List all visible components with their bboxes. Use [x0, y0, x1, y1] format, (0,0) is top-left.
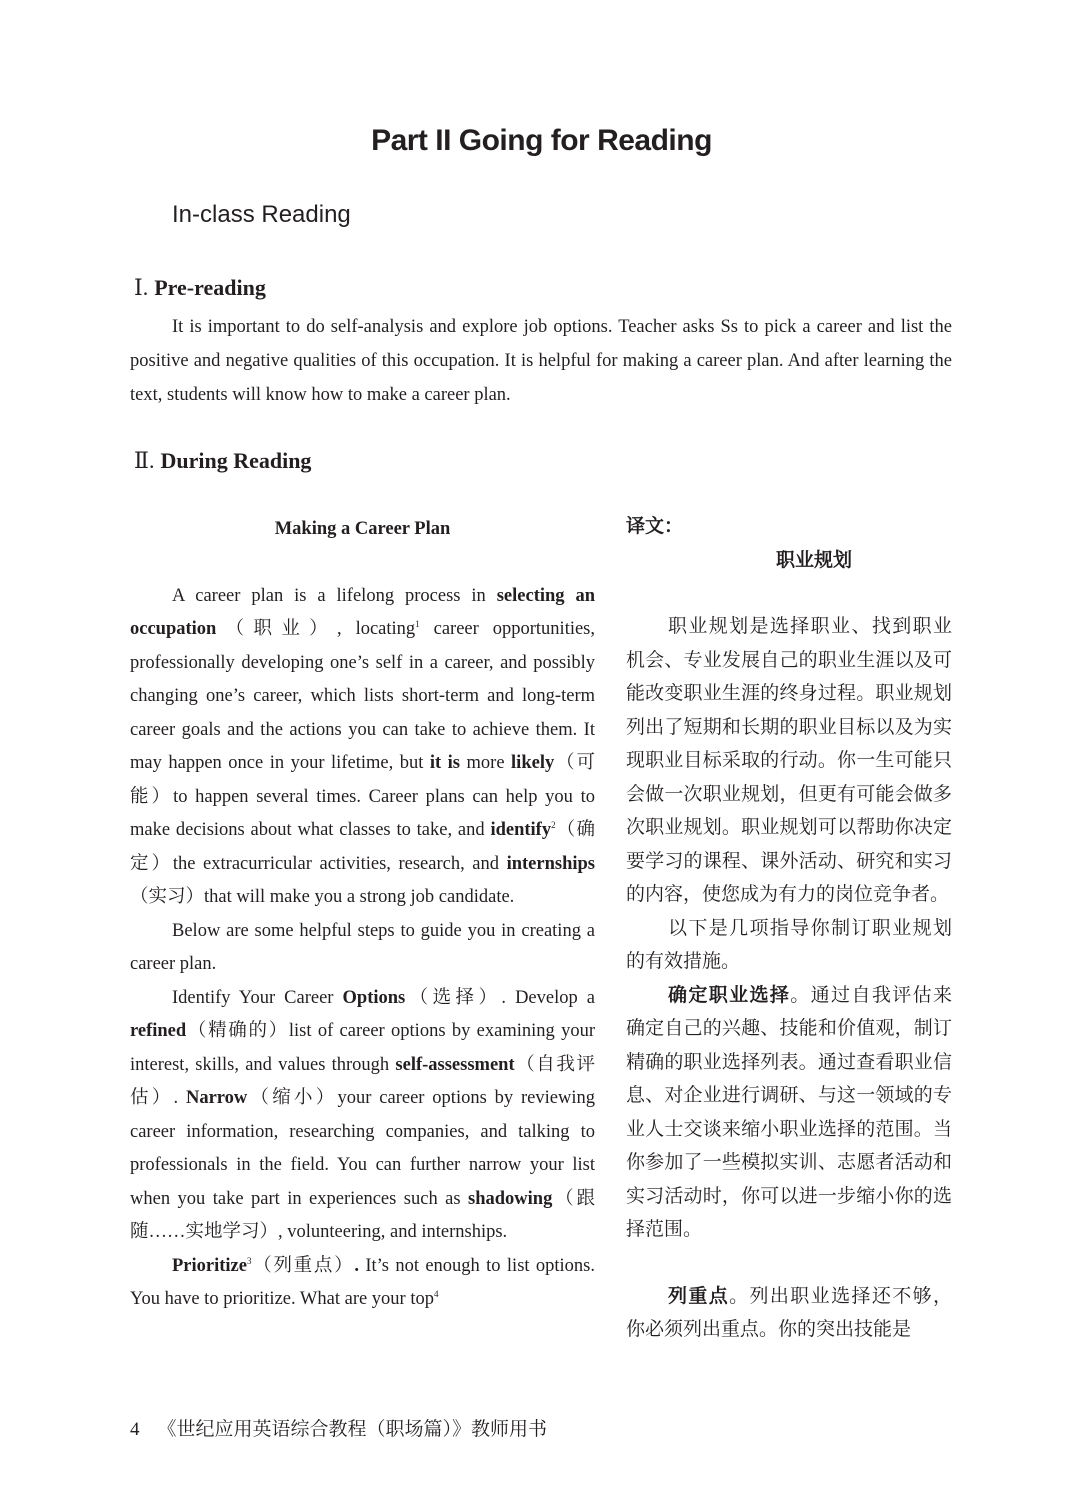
text: （列重点）	[251, 1255, 355, 1276]
text: （跟随……实地学习）, volunteering, and internships.	[130, 1188, 595, 1242]
vocab-term: Narrow	[185, 1088, 248, 1108]
translation-paragraph-1: 职业规划是选择职业、找到职业机会、专业发展自己的职业生涯以及可能改变职业生涯的终身过程。职业规划列出了短期和长期的职业目标以及为实现职业目标采取的行动。你一生可能只会做一次职业规划，但更有可能会做多次职业规划。职业规划可以帮助你决定要学习的课程、课外活动、研究和实习的内容，使您成为有力的岗位竞争者。	[626, 615, 952, 905]
text: （缩小）your career options by reviewing career information, researching companies, and talking to professionals in the field. You can further narrow your list when you take part in experiences such as	[130, 1088, 595, 1209]
chinese-translation	[626, 510, 952, 1347]
translation-title: 职业规划	[775, 548, 852, 571]
vocab-term: selecting an occupation	[130, 585, 595, 639]
section-heading-text: During Reading	[160, 448, 312, 473]
text: more	[460, 753, 512, 773]
punctuation: .	[354, 1255, 359, 1276]
text: It’s not enough to list options. You have to prioritize. What are your top	[130, 1255, 595, 1309]
text: 。通过自我评估来确定自己的兴趣、技能和价值观，制订精确的职业选择列表。通过查看职业信息、对企业进行调研、与这一领域的专业人士交谈来缩小职业选择的范围。当你参加了一些模拟实训、志愿者活动和实习活动时，你可以进一步缩小你的选择范围。	[626, 983, 952, 1240]
page-footer	[130, 1414, 547, 1441]
footnote-marker: 1	[415, 618, 420, 629]
translation-term: 确定职业选择	[668, 983, 791, 1006]
footnote-marker: 4	[434, 1288, 439, 1299]
vocab-term: it is	[429, 753, 461, 773]
translation-paragraph-2: 以下是几项指导你制订职业规划的有效措施。	[626, 916, 952, 972]
translation-label: 译文：	[626, 515, 684, 537]
article-paragraph-3	[130, 982, 595, 1250]
part-title: Part II Going for Reading	[371, 124, 712, 157]
text: （自我评估）.	[130, 1054, 595, 1108]
translation-term: 列重点	[668, 1284, 730, 1307]
section-heading-text: Pre-reading	[154, 275, 266, 300]
text: A career plan is a lifelong process in	[172, 585, 497, 606]
section-number: Ⅱ.	[134, 448, 155, 473]
page-number: 4	[130, 1419, 140, 1440]
during-reading-heading	[134, 448, 311, 474]
vocab-term: internships	[506, 853, 595, 874]
pre-reading-paragraph: It is important to do self-analysis and explore job options. Teacher asks Ss to pick a career and list the positive and negative qualities of this occupation. It is helpful for making a career plan. And after learning the text, students will know how to make a career plan.	[130, 317, 952, 405]
text: 。列出职业选择还不够，你必须列出重点。你的突出技能是	[626, 1284, 952, 1340]
pre-reading-heading	[134, 275, 266, 301]
vocab-term: Prioritize	[172, 1255, 247, 1276]
footnote-marker: 3	[246, 1255, 252, 1266]
text: （可能）to happen several times. Career plans can help you to make decisions about what classes to take, and	[130, 753, 595, 840]
article-title: Making a Career Plan	[274, 519, 451, 539]
translation-paragraph-4	[626, 1280, 952, 1347]
english-article	[130, 513, 595, 1317]
text: （精确的）list of career options by examining your interest, skills, and values through	[130, 1021, 595, 1075]
vocab-term: identify	[490, 820, 552, 840]
section-number: Ⅰ.	[134, 275, 149, 300]
vocab-term: self-assessment	[395, 1054, 515, 1075]
text: （实习）that will make you a strong job candidate.	[130, 887, 515, 907]
translation-paragraph-3	[626, 979, 952, 1247]
vocab-term: shadowing	[468, 1188, 553, 1209]
text: career opportunities, professionally developing one’s self in a career, and possibly changing one’s career, which lists short-term and long-term career goals and the actions you can take to achieve them. It may happen once in your lifetime, but	[130, 619, 596, 773]
vocab-term: refined	[130, 1021, 187, 1041]
text: （确定）the extracurricular activities, research, and	[130, 820, 595, 874]
vocab-term: Options	[342, 987, 406, 1008]
text: Identify Your Career	[172, 987, 343, 1008]
vocab-term: likely	[511, 753, 555, 773]
footnote-marker: 2	[551, 819, 556, 830]
text: （职业）, locating	[216, 619, 416, 639]
article-paragraph-4	[130, 1250, 595, 1317]
text: （选择）. Develop a	[405, 987, 596, 1008]
section-subtitle: In-class Reading	[172, 201, 351, 228]
article-paragraph-1	[130, 580, 595, 915]
book-title: 《世纪应用英语综合教程（职场篇）》教师用书	[157, 1419, 548, 1440]
article-paragraph-2: Below are some helpful steps to guide you in creating a career plan.	[130, 920, 595, 974]
